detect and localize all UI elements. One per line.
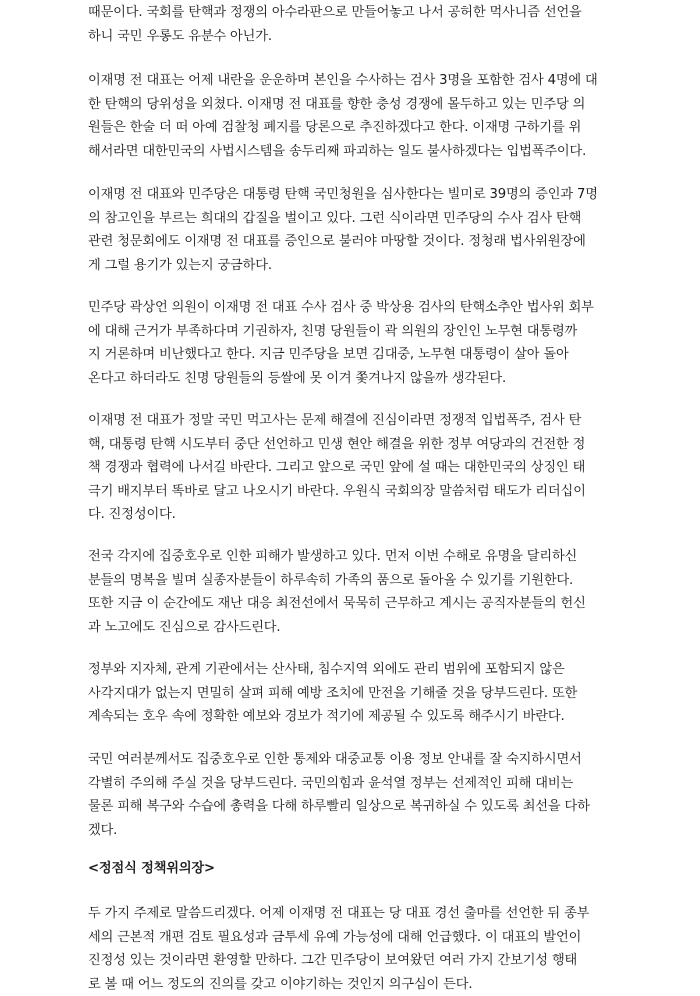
text-line: 두 가지 주제로 말씀드리겠다. 어제 이재명 전 대표는 당 대표 경선 출마를 선언한 뒤 종부 (88, 902, 688, 926)
text-line: 진정성 있는 것이라면 환영할 만하다. 그간 민주당이 보여왔던 여러 가지 간보기성 행태 (88, 949, 688, 973)
speaker-heading: <정점식 정책위의장> (88, 857, 688, 881)
text-line: 각별히 주의해 주실 것을 당부드린다. 국민의힘과 윤석열 정부는 선제적인 피해 대비는 (88, 772, 688, 796)
text-line: 지 거론하며 비난했다고 한다. 지금 민주당을 보면 김대중, 노무현 대통령이 살아 돌아 (88, 343, 688, 367)
paragraph-tax-reform (88, 902, 688, 996)
text-line: 원들은 한술 더 떠 아예 검찰청 폐지를 당론으로 추진하겠다고 한다. 이재명 구하기를 위 (88, 116, 688, 140)
paragraph-petition-hearing (88, 183, 688, 277)
text-line: 분들의 명복을 빌며 실종자분들이 하루속히 가족의 품으로 돌아올 수 있기를 기원한다. (88, 569, 688, 593)
paragraph-livelihood (88, 409, 688, 527)
text-line: 온다고 하더라도 친명 당원들의 등쌀에 못 이겨 쫓겨나지 않을까 생각된다. (88, 367, 688, 391)
text-line: 극기 배지부터 똑바로 달고 나오시기 바란다. 우원식 국회의장 말씀처럼 태도가 리더십이 (88, 480, 688, 504)
paragraph-heavy-rain (88, 545, 688, 639)
text-line: 국민 여러분께서도 집중호우로 인한 통제와 대중교통 이용 정보 안내를 잘 숙지하시면서 (88, 748, 688, 772)
text-line: 이재명 전 대표는 어제 내란을 운운하며 본인을 수사하는 검사 3명을 포함한 검사 4명에 대 (88, 69, 688, 93)
paragraph-prosecutor-impeachment (88, 69, 688, 163)
text-line: 한 탄핵의 당위성을 외쳤다. 이재명 전 대표를 향한 충성 경쟁에 몰두하고 있는 민주당 의 (88, 93, 688, 117)
text-line: 에 대해 근거가 부족하다며 기권하자, 친명 당원들이 곽 의원의 장인인 노무현 대통령까 (88, 320, 688, 344)
paragraph-intro-end (88, 1, 688, 48)
paragraph-government-request (88, 658, 688, 729)
section-heading (88, 857, 688, 881)
paragraph-party-members (88, 296, 688, 390)
text-line: 게 그럴 용기가 있는지 궁금하다. (88, 254, 688, 278)
text-line: 또한 지금 이 순간에도 재난 대응 최전선에서 묵묵히 근무하고 계시는 공직자분들의 헌신 (88, 592, 688, 616)
text-line: 세의 근본적 개편 검토 필요성과 금투세 유예 가능성에 대해 언급했다. 이 대표의 발언이 (88, 926, 688, 950)
paragraph-citizens-caution (88, 748, 688, 842)
text-line: 때문이다. 국회를 탄핵과 정쟁의 아수라판으로 만들어놓고 나서 공허한 먹사니즘 선언을 (88, 1, 688, 25)
text-line: 다. 진정성이다. (88, 503, 688, 527)
text-line: 이재명 전 대표와 민주당은 대통령 탄핵 국민청원을 심사한다는 빌미로 39명의 증인과 7명 (88, 183, 688, 207)
text-line: 정부와 지자체, 관계 기관에서는 산사태, 침수지역 외에도 관리 범위에 포함되지 않은 (88, 658, 688, 682)
text-line: 해서라면 대한민국의 사법시스템을 송두리째 파괴하는 일도 불사하겠다는 입법폭주이다. (88, 140, 688, 164)
text-line: 이재명 전 대표가 정말 국민 먹고사는 문제 해결에 진심이라면 정쟁적 입법폭주, 검사 탄 (88, 409, 688, 433)
text-line: 물론 피해 복구와 수습에 총력을 다해 하루빨리 일상으로 복귀하실 수 있도록 최선을 다하 (88, 795, 688, 819)
text-line: 전국 각지에 집중호우로 인한 피해가 발생하고 있다. 먼저 이번 수해로 유명을 달리하신 (88, 545, 688, 569)
text-line: 계속되는 호우 속에 정확한 예보와 경보가 적기에 제공될 수 있도록 해주시기 바란다. (88, 705, 688, 729)
text-line: 의 참고인을 부르는 희대의 갑질을 벌이고 있다. 그런 식이라면 민주당의 수사 검사 탄핵 (88, 207, 688, 231)
text-line: 사각지대가 없는지 면밀히 살펴 피해 예방 조치에 만전을 기해줄 것을 당부드린다. 또한 (88, 682, 688, 706)
text-line: 책 경쟁과 협력에 나서길 바란다. 그리고 앞으로 국민 앞에 설 때는 대한민국의 상징인 태 (88, 456, 688, 480)
text-line: 핵, 대통령 탄핵 시도부터 중단 선언하고 민생 현안 해결을 위한 정부 여당과의 건전한 정 (88, 433, 688, 457)
text-line: 겠다. (88, 819, 688, 843)
text-line: 로 볼 때 어느 정도의 진의를 갖고 이야기하는 것인지 의구심이 든다. (88, 973, 688, 996)
text-line: 관련 청문회에도 이재명 전 대표를 증인으로 불러야 마땅할 것이다. 정청래 법사위원장에 (88, 230, 688, 254)
text-line: 하니 국민 우롱도 유분수 아닌가. (88, 25, 688, 49)
text-line: 민주당 곽상언 의원이 이재명 전 대표 수사 검사 중 박상용 검사의 탄핵소추안 법사위 회부 (88, 296, 688, 320)
text-line: 과 노고에도 진심으로 감사드린다. (88, 616, 688, 640)
